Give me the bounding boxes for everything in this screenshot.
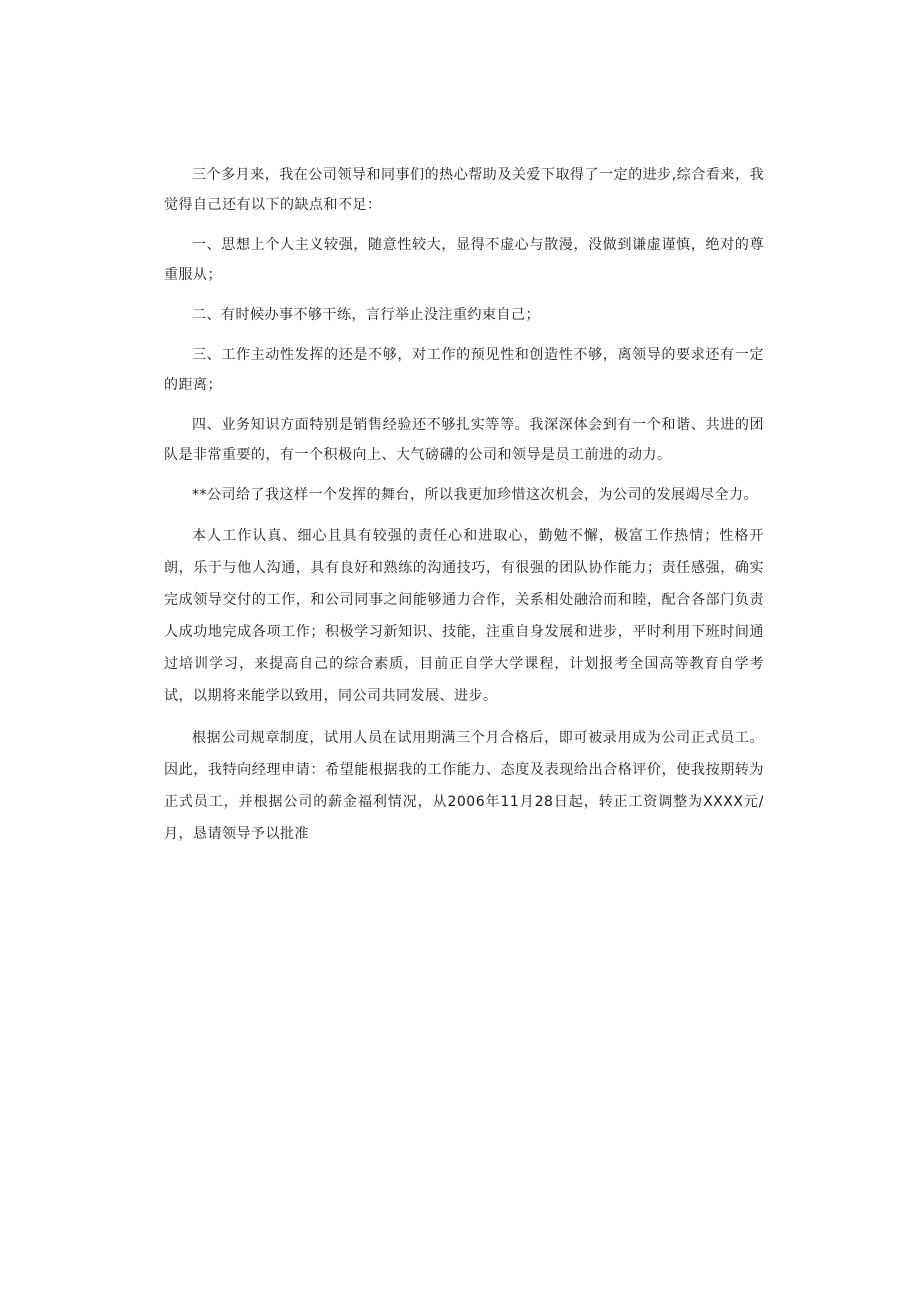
document-body [164,160,764,860]
paragraph-company-thanks: **公司给了我这样一个发挥的舞台，所以我更加珍惜这次机会，为公司的发展竭尽全力。 [192,487,758,503]
paragraph-summary-intro: 三个多月来，我在公司领导和同事们的热心帮助及关爱下取得了一定的进步,综合看来，我觉得自己还有以下的缺点和不足： [164,167,764,213]
paragraph-self-evaluation: 本人工作认真、细心且具有较强的责任心和进取心，勤勉不懈，极富工作热情；性格开朗，乐于与他人沟通，具有良好和熟练的沟通技巧，有很强的团队协作能力；责任感强，确实完成领导交付的工作，和公司同事之间能够通力合作，关系相处融洽而和睦，配合各部门负责人成功地完成各项工作；积极学习新知识、技能，注重自身发展和进步，平时利用下班时间通过培训学习，来提高自己的综合素质，目前正自学大学课程，计划报考全国高等教育自学考试，以期将来能学以致用，同公司共同发展、进步。 [164,528,764,704]
paragraph-application-request: 根据公司规章制度，试用人员在试用期满三个月合格后，即可被录用成为公司正式员工。因此，我特向经理申请：希望能根据我的工作能力、态度及表现给出合格评价，使我按期转为正式员工，并根据公司的薪金福利情况，从2006年11月28日起，转正工资调整为XXXX元/月，恳请领导予以批准 [164,730,764,842]
paragraph-shortcoming-4: 四、业务知识方面特别是销售经验还不够扎实等等。我深深体会到有一个和谐、共进的团队是非常重要的，有一个积极向上、大气磅礴的公司和领导是员工前进的动力。 [164,417,764,463]
paragraph-shortcoming-2: 二、有时候办事不够干练，言行举止没注重约束自己； [192,307,540,323]
paragraph-shortcoming-1: 一、思想上个人主义较强，随意性较大，显得不虚心与散漫，没做到谦虚谨慎，绝对的尊重服从； [164,237,764,283]
paragraph-shortcoming-3: 三、工作主动性发挥的还是不够，对工作的预见性和创造性不够，离领导的要求还有一定的距离； [164,347,764,393]
